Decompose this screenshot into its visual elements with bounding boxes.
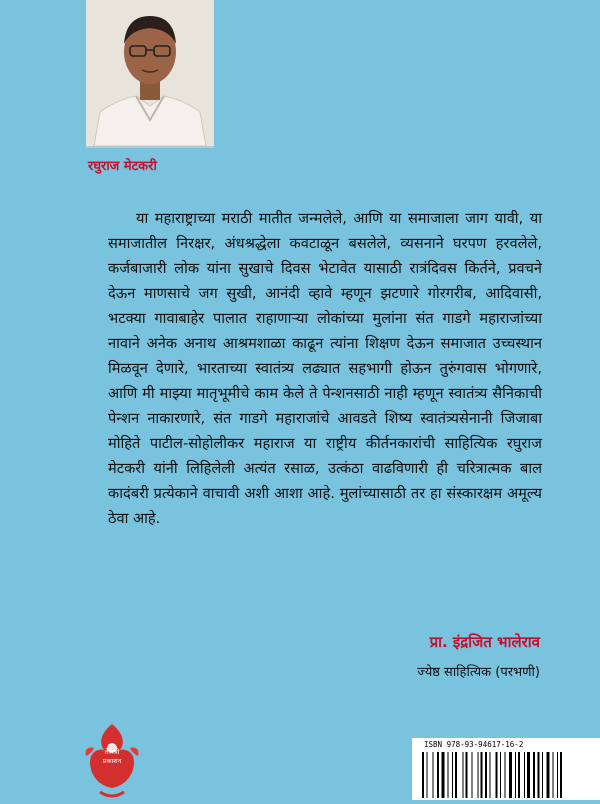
signature-block: [417, 632, 540, 680]
barcode-icon: [422, 752, 594, 798]
blurb-text-block: [108, 206, 542, 531]
author-portrait-image: [86, 0, 214, 146]
publisher-name-line2: प्रकाशन: [102, 757, 122, 765]
blurb-paragraph: या महाराष्ट्राच्या मराठी मातीत जन्मलेले, आणि या समाजाला जाग यावी, या समाजातील निरक्षर, अंधश्रद्धेला कवटाळून बसलेले, व्यसनाने घरपण हरवलेले, कर्जबाजारी लोक यांना सुखाचे दिवस भेटावेत यासाठी रात्रंदिवस किर्तने, प्रवचने देऊन माणसाचे जग सुखी, आनंदी व्हावे म्हणून झटणारे गोरगरीब, आदिवासी, भटक्या गावाबाहेर पालात राहाणाऱ्या लोकांच्या मुलांना संत गाडगे महाराजांच्या नावाने अनेक अनाथ आश्रमशाळा काढून त्यांना शिक्षण देऊन समाजात उच्चस्थान मिळवून देणारे, भारताच्या स्वातंत्र्य लढ्यात सहभागी होऊन तुरुंगवास भोगणारे, आणि मी माझ्या मातृभूमीचे काम केले ते पेन्शनसाठी नाही म्हणून स्वातंत्र्य सैनिकाची पेन्शन नाकारणारे, संत गाडगे महाराजांचे आवडते शिष्य स्वातंत्र्यसेनानी जिजाबा मोहिते पाटील-सोहोलीकर महाराज या राष्ट्रीय कीर्तनकारांची साहित्यिक रघुराज मेटकरी यांनी लिहिलेली अत्यंत रसाळ, उत्कंठा वाढविणारी ही चरित्रात्मक बाल कादंबरी प्रत्येकाने वाचावी अशी आशा आहे. मुलांच्यासाठी तर हा संस्कारक्षम अमूल्य ठेवा आहे.: [108, 210, 542, 527]
isbn-text: ISBN 978-93-94617-16-2: [424, 740, 524, 749]
publisher-logo-text: [92, 748, 132, 766]
author-photo: [86, 0, 214, 148]
signature-title: ज्येष्ठ साहित्यिक (परभणी): [417, 665, 540, 680]
publisher-name-line1: तेजश्री: [104, 748, 120, 756]
barcode-area: [412, 738, 600, 800]
author-name: रघुराज मेटकरी: [88, 159, 157, 174]
signature-name: प्रा. इंद्रजित भालेराव: [429, 633, 540, 651]
